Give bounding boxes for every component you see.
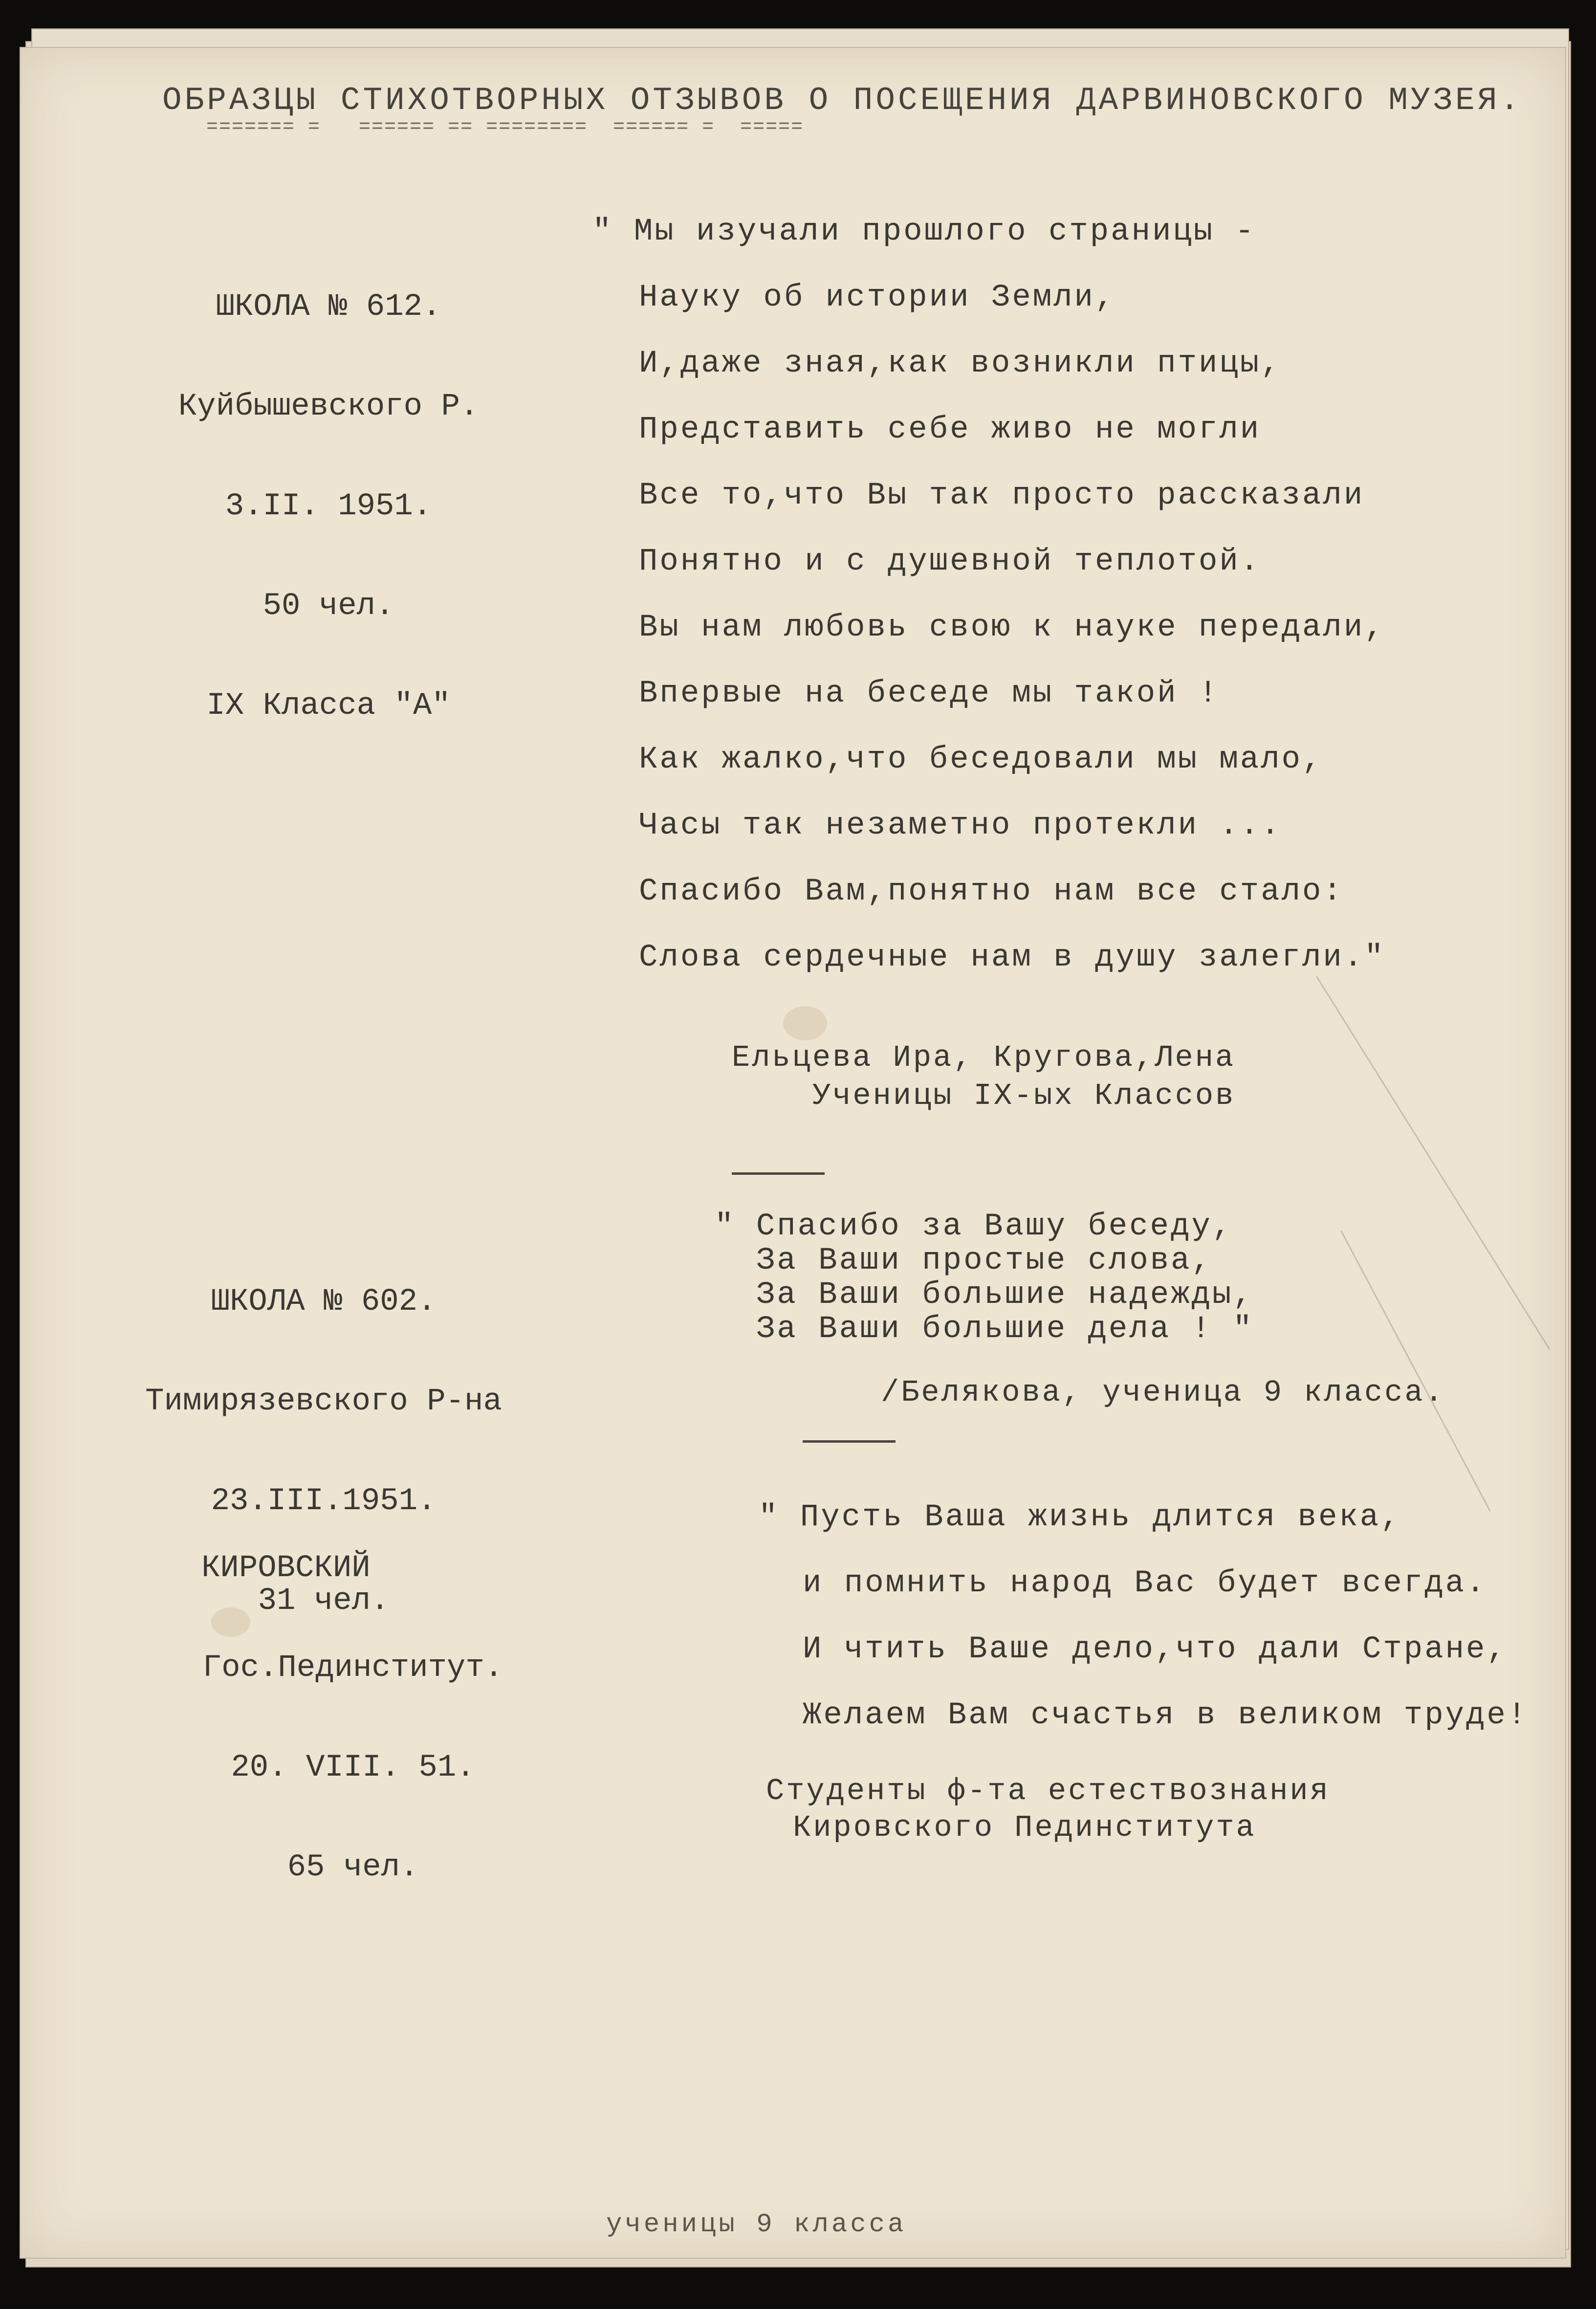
entry3-meta — [133, 1485, 573, 1951]
entry2-school: ШКОЛА № 602. — [211, 1284, 437, 1319]
entry1-line: Часы так незаметно протекли ... — [639, 808, 1282, 843]
entry2-date: 23.III.1951. — [211, 1484, 437, 1519]
entry1-school: ШКОЛА № 612. — [216, 289, 441, 325]
entry2-signature: /Белякова, ученица 9 класса. — [881, 1375, 1445, 1410]
entry2-count: 31 чел. — [258, 1583, 390, 1619]
entry2-line: За Ваши простые слова, — [756, 1243, 1212, 1278]
entry1-line: Слова сердечные нам в душу залегли." — [639, 940, 1385, 975]
entry3-institution: КИРОВСКИЙ — [201, 1551, 371, 1586]
entry1-signature-role: Ученицы IX-ых Классов — [812, 1078, 1236, 1113]
entry1-line: Впервые на беседе мы такой ! — [639, 676, 1220, 711]
entry3-count: 65 чел. — [287, 1850, 419, 1885]
entry2-district: Тимирязевского Р-на — [145, 1384, 502, 1419]
entry1-line: Понятно и с душевной теплотой. — [639, 544, 1261, 579]
entry3-signature-institute: Кировского Пединститута — [793, 1810, 1256, 1845]
entry1-line: И,даже зная,как возникли птицы, — [639, 346, 1282, 381]
entry1-count: 50 чел. — [262, 589, 394, 624]
entry2-line: За Ваши большие надежды, — [756, 1277, 1254, 1313]
entry1-district: Куйбышевского Р. — [178, 389, 479, 424]
underlying-sheet-text: ученицы 9 класса — [606, 2210, 907, 2240]
entry2-line: За Ваши большие дела ! " — [756, 1312, 1254, 1347]
entry1-class: IX Класса "А" — [206, 688, 451, 724]
entry1-line: Как жалко,что беседовали мы мало, — [639, 742, 1323, 777]
title-underline: ======= = ====== == ======== ====== = ===== — [206, 116, 804, 138]
document-title: ОБРАЗЦЫ СТИХОТВОРНЫХ ОТЗЫВОВ О ПОСЕЩЕНИЯ ДАРВИНОВСКОГО МУЗЕЯ. — [162, 82, 1522, 119]
entry1-signature-names: Ельцева Ира, Кругова,Лена — [732, 1040, 1236, 1075]
entry2-line: " Спасибо за Вашу беседу, — [715, 1209, 1233, 1244]
entry1-line: " Мы изучали прошлого страницы - — [592, 214, 1256, 249]
entry1-meta — [109, 224, 548, 789]
entry3-line: " Пусть Ваша жизнь длится века, — [759, 1500, 1401, 1535]
typewritten-page — [20, 47, 1566, 2259]
entry1-line: Представить себе живо не могли — [639, 412, 1261, 447]
paper-crease — [1340, 1231, 1491, 1512]
paper-stain — [783, 1006, 827, 1040]
entry1-line: Спасибо Вам,понятно нам все стало: — [639, 874, 1344, 909]
entry3-line: и помнить народ Вас будет всегда. — [803, 1566, 1487, 1601]
paper-crease — [1316, 976, 1550, 1350]
entry1-line: Все то,что Вы так просто рассказали — [639, 478, 1365, 513]
entry3-institute: Гос.Пединститут. — [202, 1650, 503, 1686]
entry1-date: 3.II. 1951. — [225, 489, 432, 524]
entry3-line: Желаем Вам счастья в великом труде! — [803, 1698, 1529, 1733]
entry3-line: И чтить Ваше дело,что дали Стране, — [803, 1632, 1508, 1667]
separator — [803, 1440, 896, 1443]
entry1-line: Вы нам любовь свою к науке передали, — [639, 610, 1385, 645]
entry3-date: 20. VIII. 51. — [231, 1750, 475, 1785]
entry3-signature-faculty: Студенты ф-та естествознания — [766, 1774, 1330, 1808]
entry1-line: Науку об истории Земли, — [639, 280, 1116, 315]
separator — [732, 1172, 825, 1175]
